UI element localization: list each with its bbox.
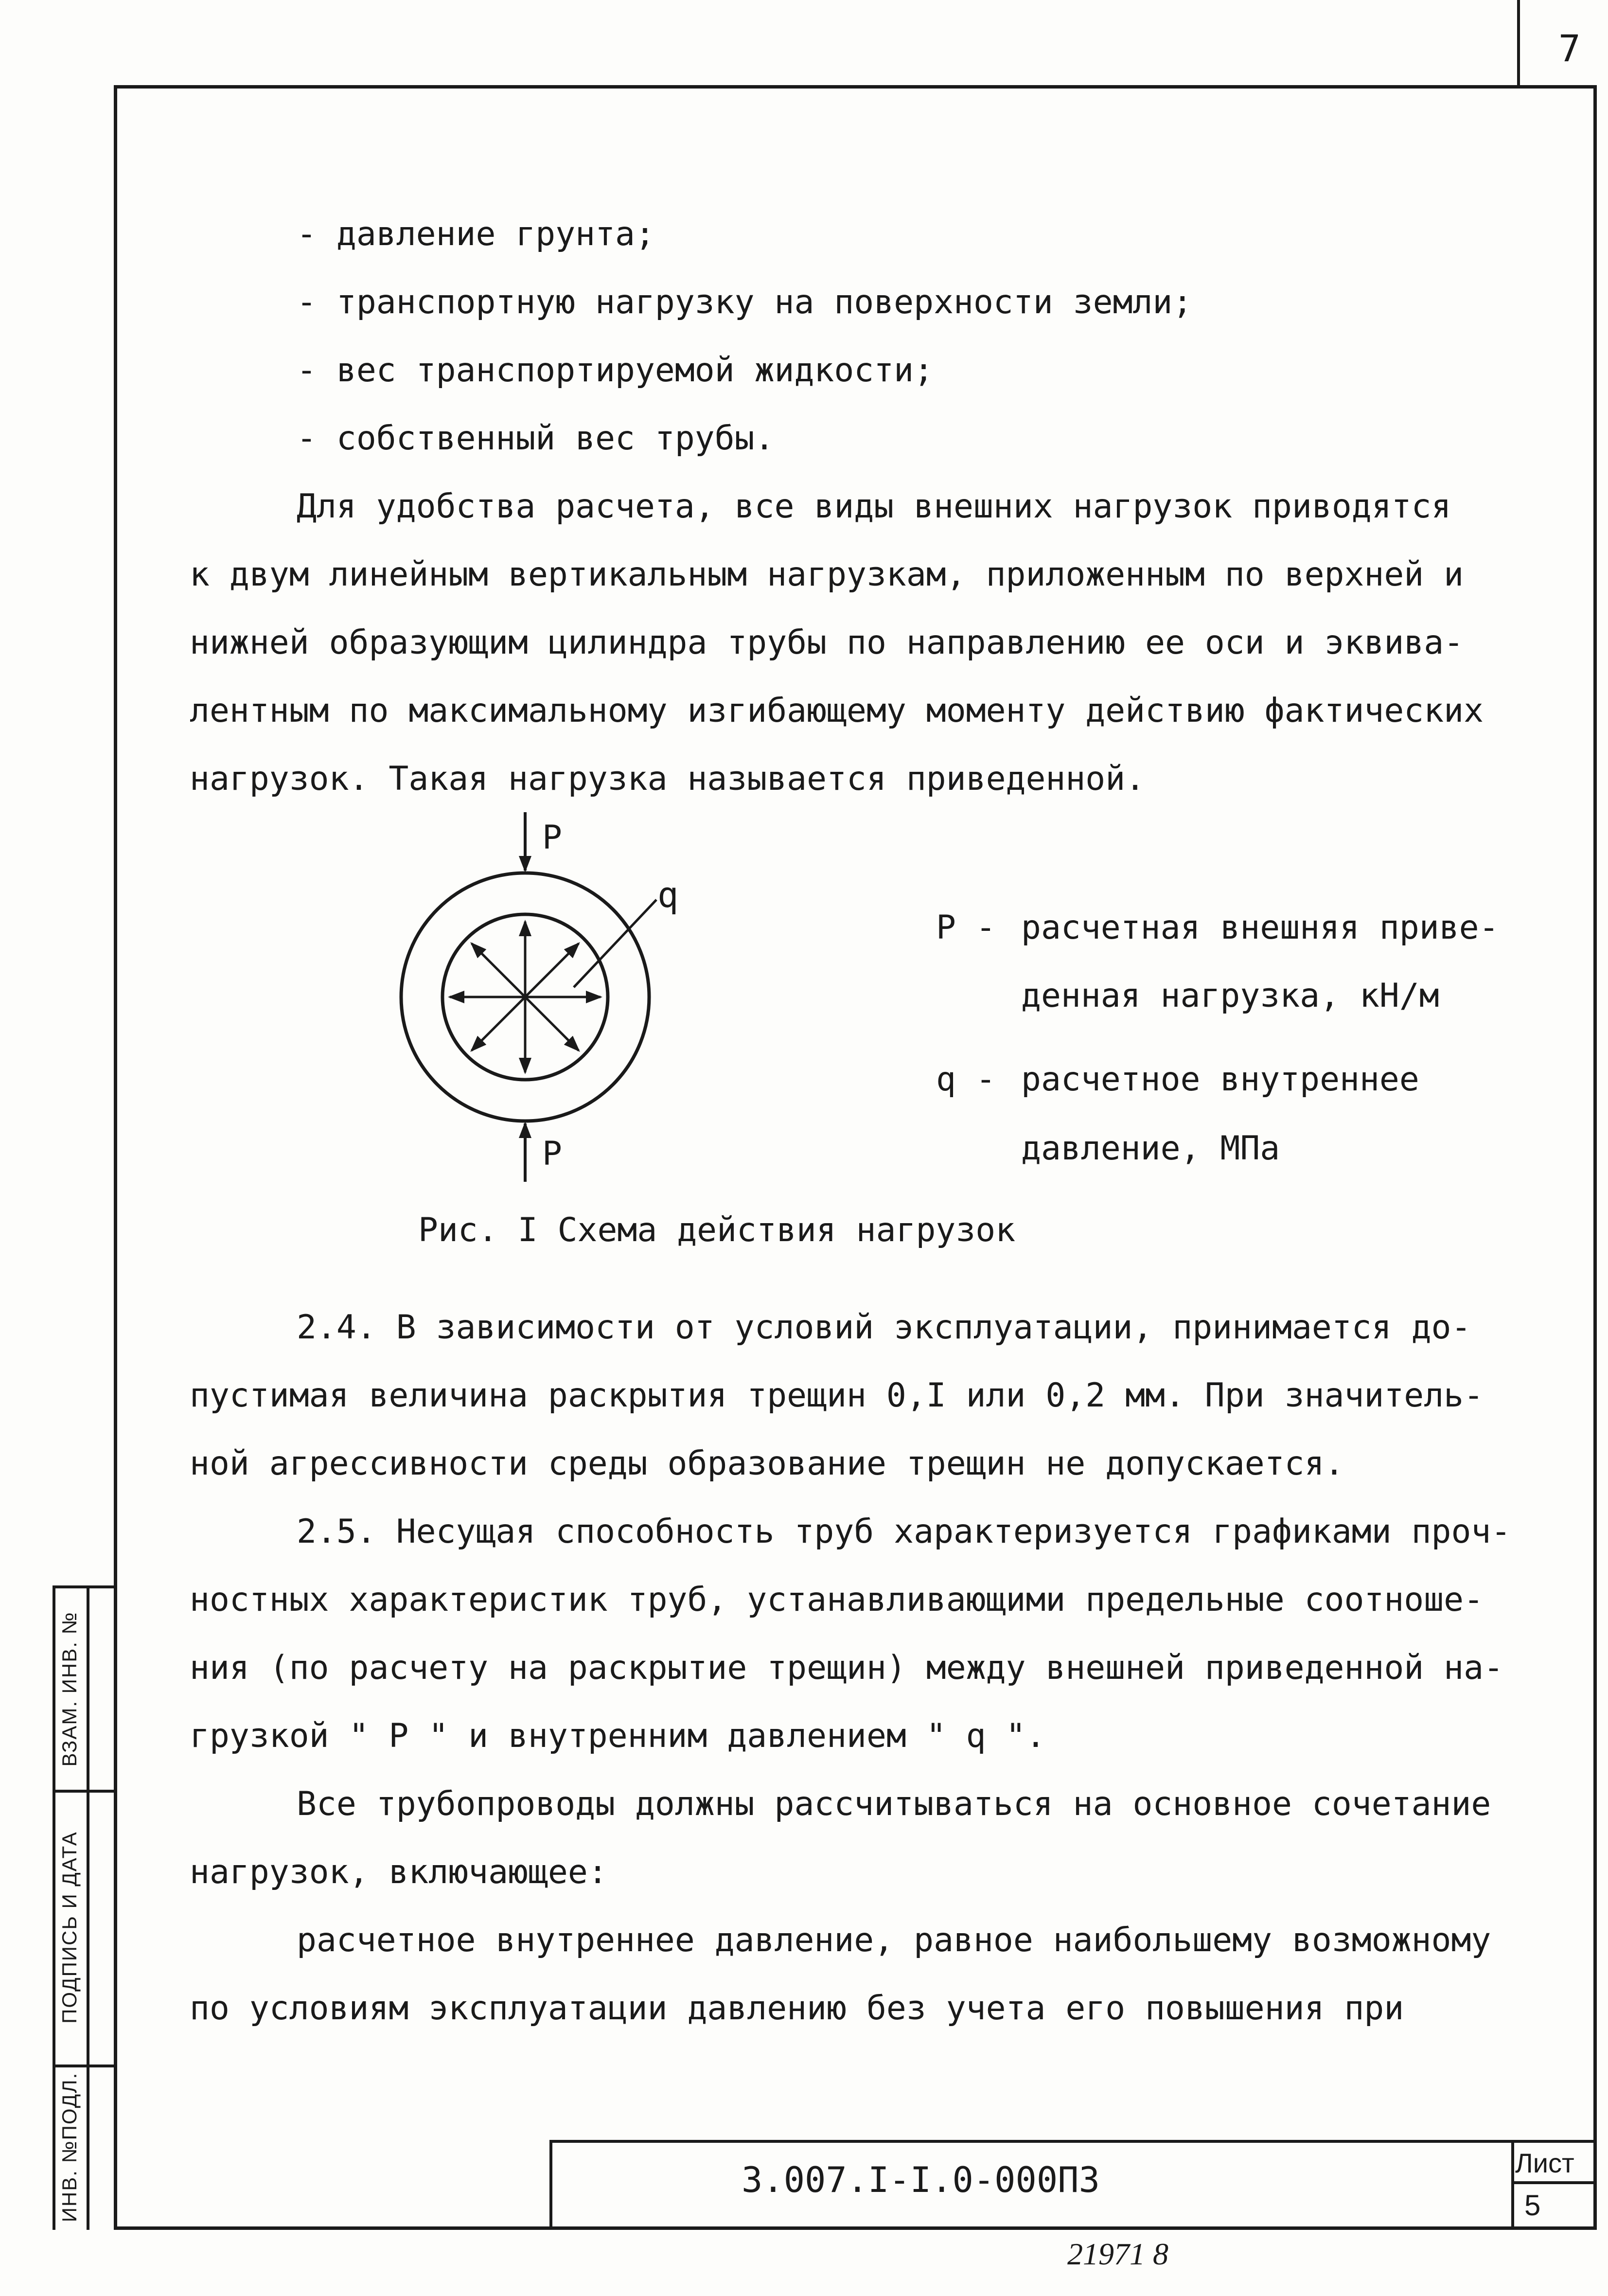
side-stamp-left-edge: [53, 1585, 55, 2230]
legend-q-line1: расчетное внутреннее: [1021, 1060, 1419, 1099]
paragraph-line: Все трубопроводы должны рассчитываться на основное сочетание: [297, 1785, 1491, 1823]
frame-bottom: [114, 2226, 1597, 2230]
document-code: 3.007.I-I.0-000ПЗ: [742, 2159, 1100, 2200]
list-item: - давление грунта;: [297, 215, 655, 253]
sheet-label: Лист: [1515, 2148, 1574, 2178]
paragraph-line: ной агрессивности среды образование трещин не допускается.: [190, 1444, 1344, 1483]
podpis-data-label: ПОДПИСЬ И ДАТА: [58, 1831, 81, 2024]
paragraph-line: 2.4. В зависимости от условий эксплуатации, принимается до-: [297, 1308, 1471, 1347]
handwritten-number: 21971 8: [1067, 2237, 1168, 2271]
paragraph-line: нагрузок. Такая нагрузка называется приведенной.: [190, 760, 1146, 798]
list-item: - транспортную нагрузку на поверхности земли;: [297, 283, 1193, 321]
paragraph-line: расчетное внутреннее давление, равное наибольшему возможному: [297, 1921, 1491, 1959]
pipe-load-diagram: [379, 802, 768, 1192]
paragraph-line: лентным по максимальному изгибающему моменту действию фактических: [190, 692, 1484, 730]
frame-top: [114, 85, 1597, 89]
side-stamp-div1: [53, 1790, 117, 1793]
text-block-bottom: [190, 1294, 1551, 2043]
legend-p-symbol: P -: [936, 908, 996, 947]
paragraph-line: по условиям эксплуатации давлению без учета его повышения при: [190, 1989, 1404, 2028]
side-stamp-mid-edge: [87, 1585, 89, 2230]
list-item: - вес транспортируемой жидкости;: [297, 351, 934, 390]
page-number-divider: [1517, 0, 1520, 88]
paragraph-line: 2.5. Несущая способность труб характеризуется графиками проч-: [297, 1513, 1511, 1551]
paragraph-line: грузкой " P " и внутренним давлением " q ".: [190, 1717, 1046, 1755]
legend-p-line1: расчетная внешняя приве-: [1021, 908, 1499, 947]
internal-pressure-arrows: [450, 922, 601, 1072]
label-q: q: [657, 874, 679, 915]
page-number: 7: [1558, 27, 1581, 70]
figure-caption: Рис. I Схема действия нагрузок: [418, 1211, 1016, 1249]
label-p-bottom: P: [542, 1135, 562, 1173]
legend-q-line2: давление, МПа: [1021, 1129, 1280, 1168]
inv-podl-label: ИНВ. №ПОДЛ.: [58, 2072, 81, 2223]
list-item: - собственный вес трубы.: [297, 419, 775, 458]
legend-p-line2: денная нагрузка, кН/м: [1021, 977, 1439, 1015]
paragraph-line: Для удобства расчета, все виды внешних нагрузок приводятся: [297, 487, 1451, 526]
frame-left: [114, 85, 117, 2230]
label-p-top: P: [542, 819, 562, 857]
sheet-number: 5: [1524, 2189, 1541, 2222]
vzam-inv-label: ВЗАМ. ИНВ. №: [58, 1611, 81, 1767]
paragraph-line: к двум линейным вертикальным нагрузкам, приложенным по верхней и: [190, 555, 1464, 594]
side-stamp-top: [53, 1585, 117, 1588]
title-block-sheet-row: [1511, 2181, 1597, 2184]
paragraph-line: пустимая величина раскрытия трещин 0,I или 0,2 мм. При значитель-: [190, 1376, 1484, 1415]
paragraph-line: ния (по расчету на раскрытие трещин) между внешней приведенной на-: [190, 1649, 1504, 1687]
title-block-top: [549, 2140, 1597, 2143]
paragraph-line: нижней образующим цилиндра трубы по направлению ее оси и эквива-: [190, 623, 1464, 662]
frame-right: [1593, 85, 1597, 2230]
text-block-top: [190, 200, 1551, 813]
legend-q-symbol: q -: [936, 1060, 996, 1099]
title-block-sheet-divider: [1511, 2140, 1514, 2230]
paragraph-line: ностных характеристик труб, устанавливающими предельные соотноше-: [190, 1581, 1484, 1619]
paragraph-line: нагрузок, включающее:: [190, 1853, 608, 1891]
title-block-left: [549, 2140, 552, 2230]
